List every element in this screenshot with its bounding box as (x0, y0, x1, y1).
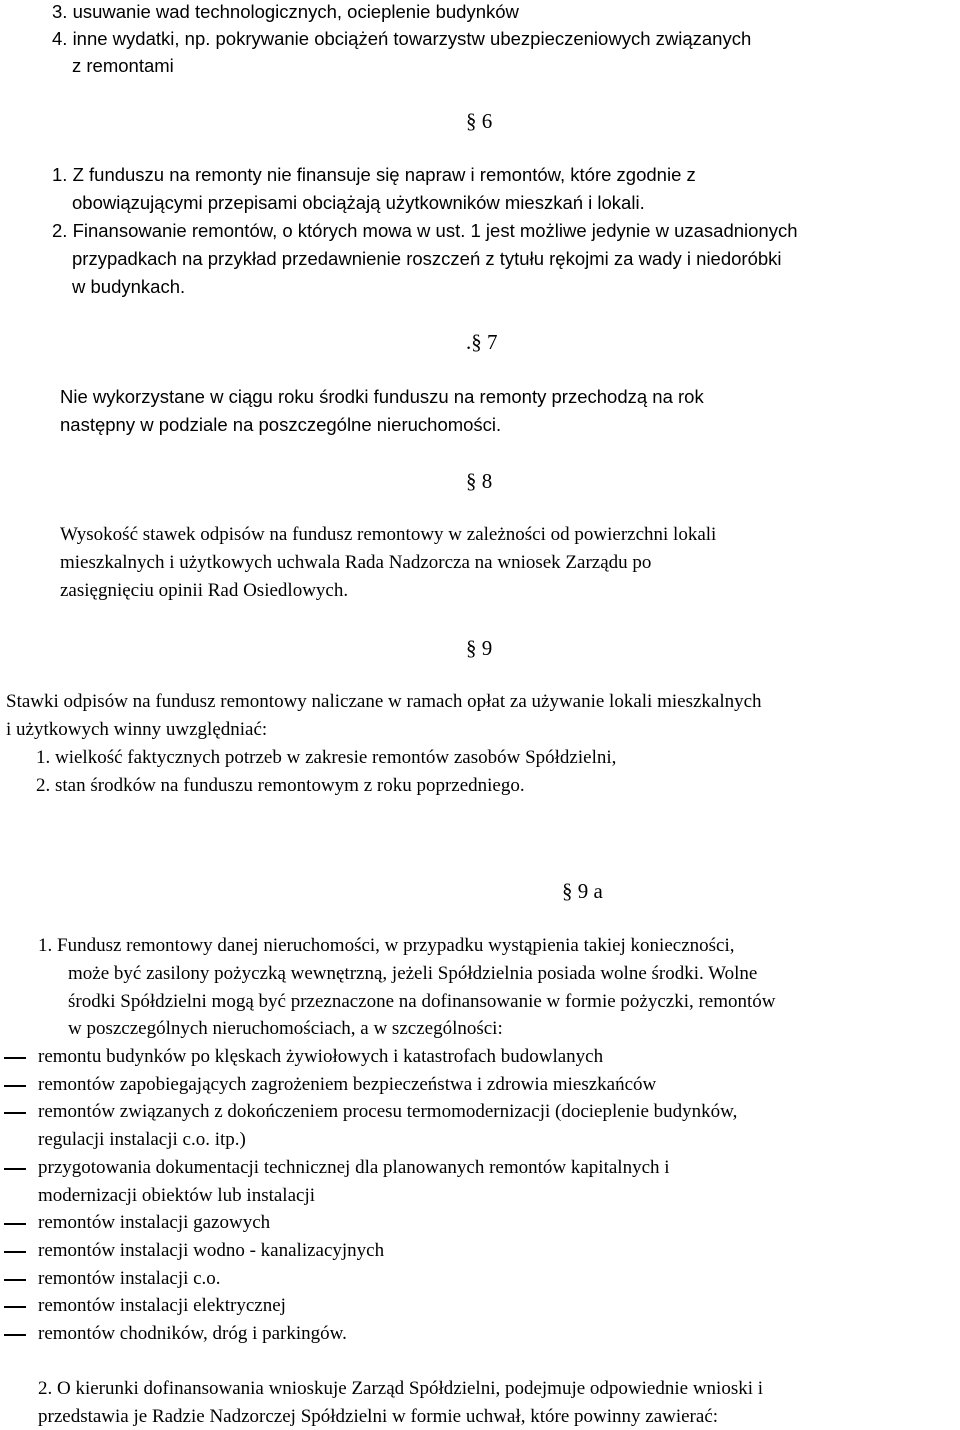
dash-item: remontu budynków po klęskach żywiołowych i katastrofach budowlanych (38, 1046, 604, 1067)
dash-item-cont: regulacji instalacji c.o. itp.) (38, 1129, 246, 1150)
s9a-paragraph-1-cont2: środki Spółdzielni mogą być przeznaczone na dofinansowanie w formie pożyczki, remontów (68, 991, 776, 1012)
s9a-paragraph-2-cont: przedstawia je Radzie Nadzorczej Spółdzielni w formie uchwał, które powinny zawierać: (38, 1406, 719, 1427)
s9a-paragraph-1: 1. Fundusz remontowy danej nieruchomości, w przypadku wystąpienia takiej konieczności, (38, 935, 735, 956)
dash-item: remontów instalacji c.o. (38, 1268, 221, 1289)
s8-text-cont2: zasięgnięciu opinii Rad Osiedlowych. (60, 580, 349, 601)
section-heading-7: .§ 7 (466, 330, 498, 354)
dash-item: przygotowania dokumentacji technicznej dla planowanych remontów kapitalnych i (38, 1157, 670, 1178)
dash-item-cont: modernizacji obiektów lub instalacji (38, 1185, 316, 1206)
s8-text-cont: mieszkalnych i użytkowych uchwala Rada Nadzorcza na wniosek Zarządu po (60, 552, 652, 573)
list-item-4: 4. inne wydatki, np. pokrywanie obciążeń towarzystw ubezpieczeniowych związanych (52, 28, 752, 49)
dash-bullet (4, 1279, 26, 1281)
section-heading-9: § 9 (466, 636, 493, 660)
s6-paragraph-1-cont: obowiązującymi przepisami obciążają użytkowników mieszkań i lokali. (72, 192, 645, 213)
section-heading-8: § 8 (466, 469, 493, 493)
s7-text: Nie wykorzystane w ciągu roku środki funduszu na remonty przechodzą na rok (60, 386, 704, 407)
s9a-paragraph-2: 2. O kierunki dofinansowania wnioskuje Zarząd Spółdzielni, podejmuje odpowiednie wnioski i (38, 1378, 764, 1399)
s9-intro: Stawki odpisów na fundusz remontowy naliczane w ramach opłat za używanie lokali mieszkalnych (6, 691, 762, 712)
dash-item: remontów instalacji gazowych (38, 1212, 271, 1233)
s7-text-cont: następny w podziale na poszczególne nieruchomości. (60, 414, 502, 435)
s6-paragraph-1: 1. Z funduszu na remonty nie finansuje się napraw i remontów, które zgodnie z (52, 164, 696, 185)
dash-item: remontów instalacji wodno - kanalizacyjnych (38, 1240, 385, 1261)
dash-bullet (4, 1085, 26, 1087)
dash-bullet (4, 1334, 26, 1336)
dash-bullet (4, 1057, 26, 1059)
s6-paragraph-2: 2. Finansowanie remontów, o których mowa w ust. 1 jest możliwe jedynie w uzasadnionych (52, 220, 798, 241)
dash-bullet (4, 1251, 26, 1253)
dash-item: remontów związanych z dokończeniem procesu termomodernizacji (docieplenie budynków, (38, 1101, 738, 1122)
dash-item: remontów instalacji elektrycznej (38, 1295, 286, 1316)
s9a-paragraph-1-cont: może być zasilony pożyczką wewnętrzną, jeżeli Spółdzielnia posiada wolne środki. Wolne (68, 963, 758, 984)
s9-intro-cont: i użytkowych winny uwzględniać: (6, 719, 268, 740)
dash-item: remontów zapobiegających zagrożeniem bezpieczeństwa i zdrowia mieszkańców (38, 1074, 657, 1095)
dash-bullet (4, 1168, 26, 1170)
s6-paragraph-2-cont2: w budynkach. (72, 276, 186, 297)
list-item-4-cont: z remontami (72, 55, 174, 76)
dash-bullet (4, 1223, 26, 1225)
s9a-paragraph-1-cont3: w poszczególnych nieruchomościach, a w szczególności: (68, 1018, 503, 1039)
section-heading-9a: § 9 a (562, 879, 603, 903)
s6-paragraph-2-cont: przypadkach na przykład przedawnienie roszczeń z tytułu rękojmi za wady i niedoróbki (72, 248, 782, 269)
section-heading-6: § 6 (466, 109, 493, 133)
s8-text: Wysokość stawek odpisów na fundusz remontowy w zależności od powierzchni lokali (60, 524, 717, 545)
list-item-3: 3. usuwanie wad technologicznych, ocieplenie budynków (52, 1, 519, 22)
dash-item: remontów chodników, dróg i parkingów. (38, 1323, 347, 1344)
dash-bullet (4, 1306, 26, 1308)
s9-item-1: 1. wielkość faktycznych potrzeb w zakresie remontów zasobów Spółdzielni, (36, 747, 617, 768)
dash-bullet (4, 1112, 26, 1114)
s9-item-2: 2. stan środków na funduszu remontowym z roku poprzedniego. (36, 775, 525, 796)
